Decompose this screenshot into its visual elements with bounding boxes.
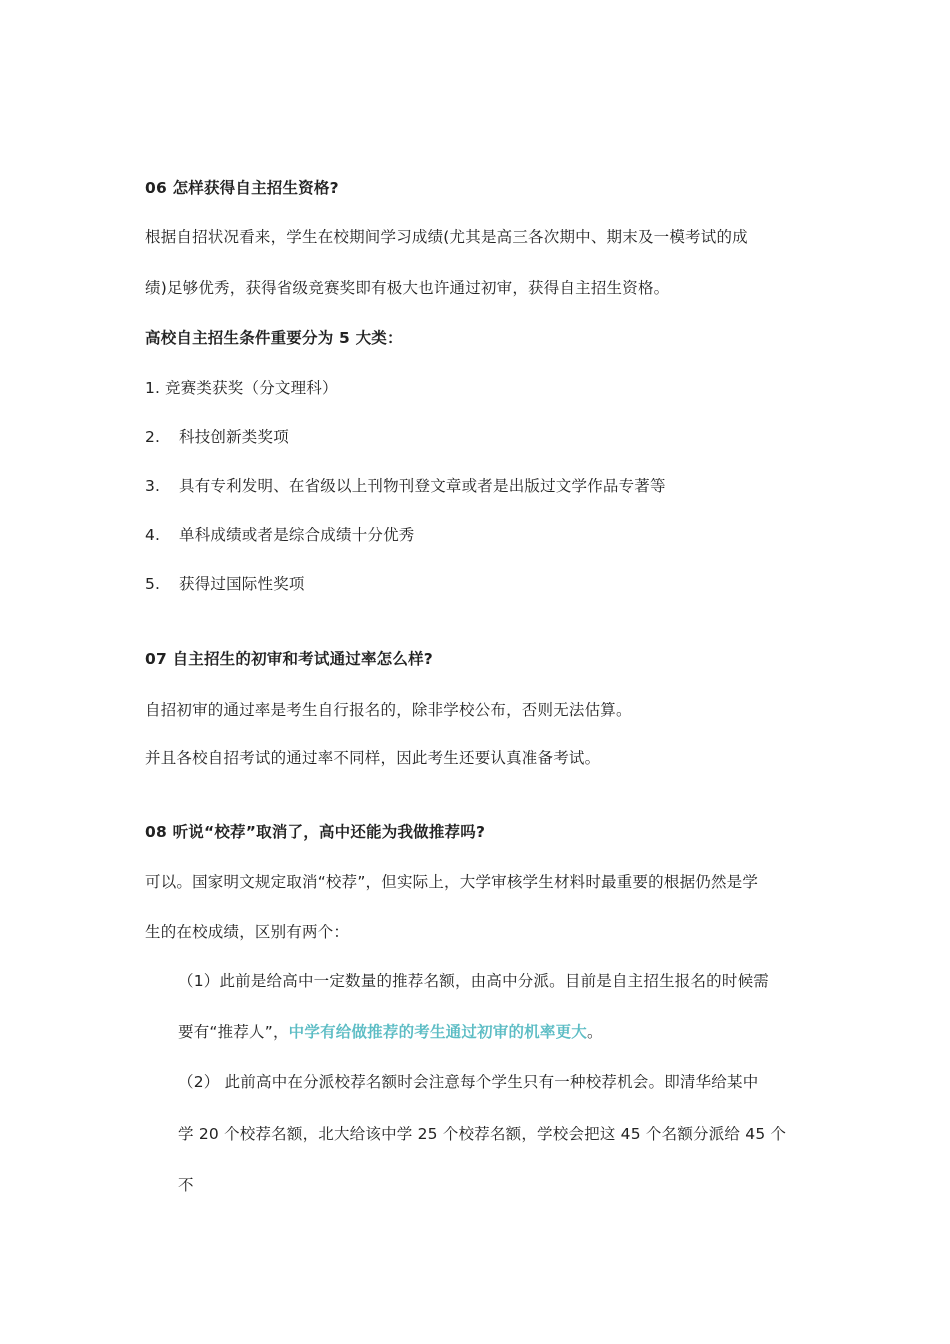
- list-item-text: 获得过国际性奖项: [179, 575, 305, 593]
- q08-heading: 08 听说“校荐”取消了，高中还能为我做推荐吗?: [145, 823, 486, 841]
- q07-heading: 07 自主招生的初审和考试通过率怎么样?: [145, 650, 433, 668]
- item-1-text-prefix: 要有“推荐人”，: [178, 1023, 289, 1041]
- list-item-number: 2.: [145, 428, 161, 446]
- q07-line-1: 自招初审的通过率是考生自行报名的，除非学校公布，否则无法估算。: [145, 701, 632, 719]
- list-item-text: 科技创新类奖项: [179, 428, 289, 446]
- list-item-number: 4.: [145, 526, 161, 544]
- list-item: [145, 476, 666, 496]
- q07-line-2: 并且各校自招考试的通过率不同样，因此考生还要认真准备考试。: [145, 749, 601, 767]
- item-1-text-suffix: 。: [586, 1023, 603, 1041]
- q08-item-2-line-3: 不: [178, 1176, 194, 1194]
- list-item: [145, 378, 338, 398]
- list-item-number: 1.: [145, 379, 161, 397]
- list-item-text: 竞赛类获奖（分文理科）: [165, 379, 338, 397]
- list-item: [145, 525, 415, 545]
- list-item-number: 3.: [145, 477, 161, 495]
- list-item: [145, 574, 305, 594]
- list-item-text: 单科成绩或者是综合成绩十分优秀: [179, 526, 415, 544]
- q06-heading: 06 怎样获得自主招生资格?: [145, 179, 339, 197]
- q08-item-1-line-1: （1）此前是给高中一定数量的推荐名额，由高中分派。目前是自主招生报名的时候需: [178, 972, 769, 990]
- q06-paragraph-line-1: 根据自招状况看来，学生在校期间学习成绩(尤其是高三各次期中、期末及一模考试的成: [145, 228, 748, 246]
- list-item: [145, 427, 289, 447]
- list-item-number: 5.: [145, 575, 161, 593]
- q08-item-1-line-2: [178, 1022, 603, 1042]
- q06-paragraph-line-2: 绩)足够优秀，获得省级竞赛奖即有极大也许通过初审，获得自主招生资格。: [145, 279, 670, 297]
- list-item-text: 具有专利发明、在省级以上刊物刊登文章或者是出版过文学作品专著等: [179, 477, 666, 495]
- highlighted-text: 中学有给做推荐的考生通过初审的机率更大: [288, 1023, 587, 1041]
- q08-item-2-line-1: （2） 此前高中在分派校荐名额时会注意每个学生只有一种校荐机会。即清华给某中: [178, 1073, 759, 1091]
- conditions-heading: 高校自主招生条件重要分为 5 大类：: [145, 329, 403, 347]
- q08-paragraph-line-1: 可以。国家明文规定取消“校荐”，但实际上，大学审核学生材料时最重要的根据仍然是学: [145, 873, 759, 891]
- q08-paragraph-line-2: 生的在校成绩，区别有两个：: [145, 923, 350, 941]
- q08-item-2-line-2: 学 20 个校荐名额，北大给该中学 25 个校荐名额，学校会把这 45 个名额分派给 45 个: [178, 1125, 787, 1143]
